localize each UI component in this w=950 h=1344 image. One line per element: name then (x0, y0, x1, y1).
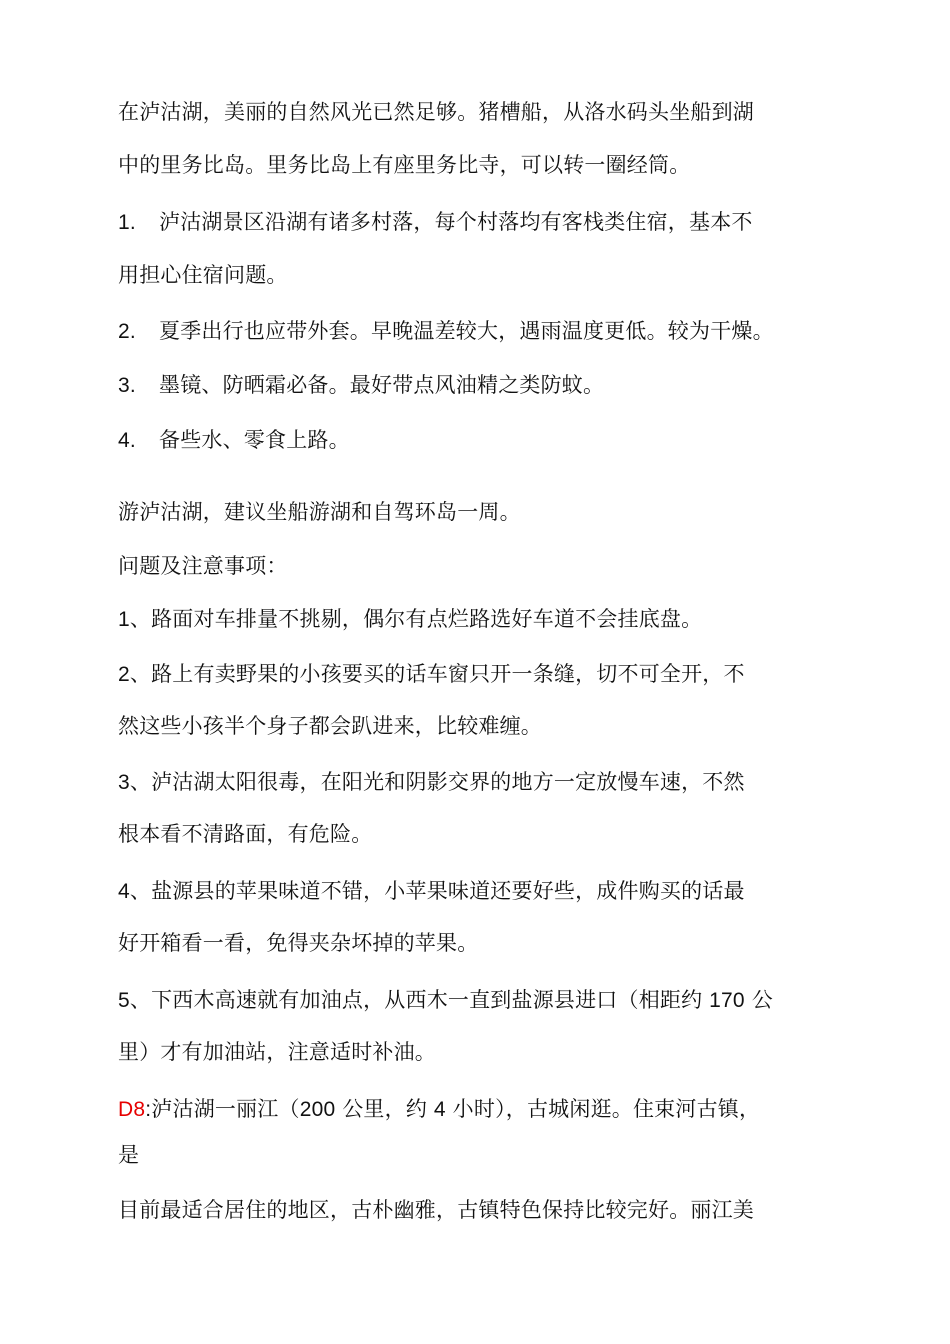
paragraph-lake-tour: 游泸沽湖，建议坐船游湖和自驾环岛一周。 (118, 500, 521, 524)
day-8-itinerary (118, 1094, 760, 1125)
tip-item-1 (118, 207, 753, 238)
tip-text: 泸沽湖景区沿湖有诸多村落，每个村落均有客栈类住宿，基本不 (159, 210, 753, 234)
note-text: 、泸沽湖太阳很毒，在阳光和阴影交界的地方一定放慢车速，不然 (129, 770, 745, 794)
note-number: 4 (118, 880, 130, 903)
note-item-4-line-2: 好开箱看一看，免得夹杂坏掉的苹果。 (118, 931, 479, 955)
notes-heading: 问题及注意事项： (118, 554, 288, 578)
note-text-tail: 公 (744, 988, 773, 1012)
day-8-line-2: 是 (118, 1143, 140, 1167)
note-number: 1 (118, 608, 130, 631)
tip-text: 墨镜、防晒霜必备。最好带点风油精之类防蚊。 (159, 373, 605, 397)
tip-number: 4. (118, 429, 136, 452)
note-text: 、路上有卖野果的小孩要买的话车窗只开一条缝，切不可全开，不 (129, 662, 745, 686)
note-number: 3 (118, 771, 130, 794)
tip-number: 3. (118, 374, 136, 397)
note-item-3 (118, 767, 745, 798)
note-item-4 (118, 876, 745, 907)
note-number: 2 (118, 663, 130, 686)
tip-text: 夏季出行也应带外套。早晚温差较大，遇雨温度更低。较为干燥。 (159, 319, 774, 343)
note-text: 、下西木高速就有加油点，从西木一直到盐源县进口（相距约 (129, 988, 710, 1012)
tip-item-1-line-2: 用担心住宿问题。 (118, 263, 288, 287)
note-item-5 (118, 985, 773, 1016)
note-item-1 (118, 604, 702, 635)
day-label: D8 (118, 1098, 146, 1121)
day-label-colon: : (145, 1098, 152, 1121)
note-distance-number: 170 (709, 989, 745, 1012)
tip-number: 2. (118, 320, 136, 343)
route-text: 公里，约 (335, 1097, 434, 1121)
tip-item-2 (118, 316, 774, 347)
hours-number: 4 (433, 1098, 446, 1121)
tip-text: 备些水、零食上路。 (159, 428, 350, 452)
tip-item-4 (118, 425, 350, 456)
note-text: 、路面对车排量不挑剔，偶尔有点烂路选好车道不会挂底盘。 (129, 607, 703, 631)
day-8-line-3: 目前最适合居住的地区，古朴幽雅，古镇特色保持比较完好。丽江美 (118, 1198, 754, 1222)
paragraph-intro-line-2: 中的里务比岛。里务比岛上有座里务比寺，可以转一圈经筒。 (118, 153, 691, 177)
note-item-5-line-2: 里）才有加油站，注意适时补油。 (118, 1040, 436, 1064)
paragraph-intro-line-1: 在泸沽湖，美丽的自然风光已然足够。猪槽船，从洛水码头坐船到湖 (118, 100, 754, 124)
distance-number: 200 (299, 1098, 336, 1121)
note-item-2-line-2: 然这些小孩半个身子都会趴进来，比较难缠。 (118, 714, 542, 738)
tip-item-3 (118, 370, 604, 401)
note-item-2 (118, 659, 745, 690)
route-text: 小时），古城闲逛。住束河古镇， (445, 1097, 761, 1121)
note-item-3-line-2: 根本看不清路面，有危险。 (118, 822, 373, 846)
tip-number: 1. (118, 211, 136, 234)
note-text: 、盐源县的苹果味道不错，小苹果味道还要好些，成件购买的话最 (129, 879, 745, 903)
route-text: 泸沽湖一丽江（ (151, 1097, 300, 1121)
note-number: 5 (118, 989, 130, 1012)
